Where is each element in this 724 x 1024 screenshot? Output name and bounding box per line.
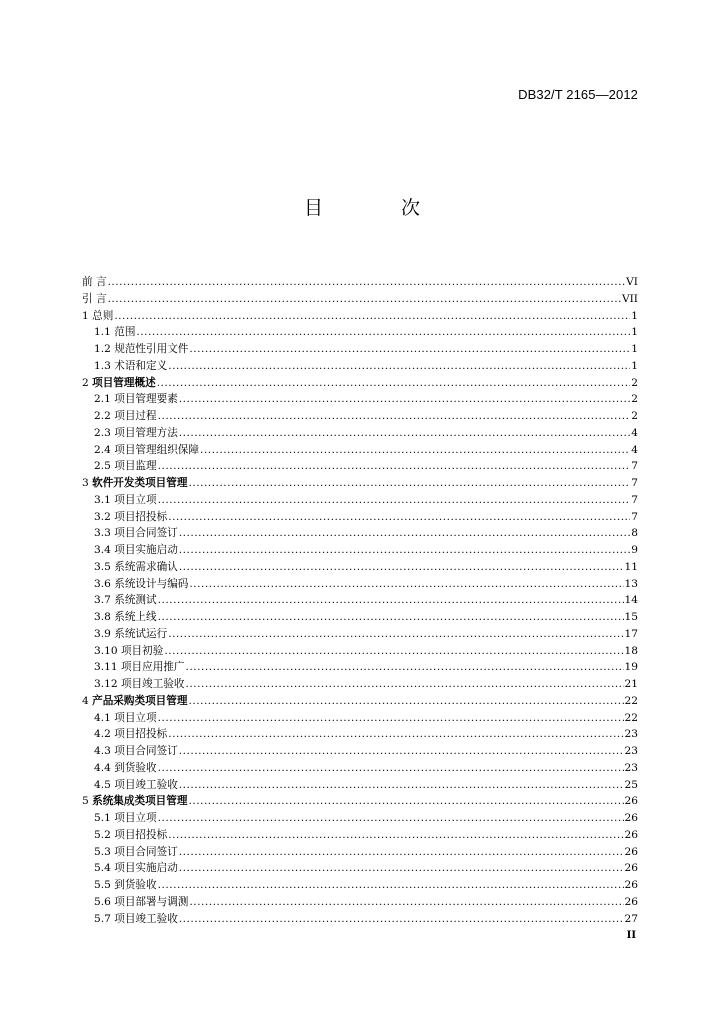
toc-entry-number: 4.4	[94, 761, 111, 774]
toc-entry-label: 项目过程	[114, 410, 157, 422]
toc-entry[interactable]	[82, 609, 638, 626]
toc-entry[interactable]	[82, 911, 638, 928]
toc-entry-label: 项目管理方法	[114, 426, 178, 439]
toc-leader-dots	[168, 726, 623, 743]
toc-entry-label: 规范性引用文件	[114, 343, 189, 355]
toc-entry-page: 14	[624, 594, 638, 607]
toc-entry-page: 19	[624, 661, 638, 674]
toc-entry-number: 3.4	[94, 544, 111, 556]
toc-leader-dots	[179, 391, 630, 408]
toc-entry-number: 4.5	[94, 778, 111, 791]
toc-entry-number: 2.5	[94, 460, 111, 473]
toc-entry-label: 项目部署与调测	[114, 895, 189, 908]
toc-entry[interactable]	[82, 291, 638, 308]
toc-entry[interactable]	[82, 827, 638, 844]
toc-leader-dots	[189, 894, 623, 911]
page-title: 目 次	[303, 197, 457, 219]
toc-entry-number: 5.1	[94, 812, 111, 824]
toc-entry-page: 23	[624, 728, 638, 741]
toc-leader-dots	[157, 375, 631, 392]
toc-entry-label: 项目合同签订	[114, 845, 178, 858]
toc-entry-page: 18	[624, 644, 638, 657]
toc-entry-number: 2.2	[94, 410, 111, 422]
toc-entry[interactable]	[82, 358, 638, 375]
toc-entry-page: 7	[631, 510, 638, 523]
toc-entry-number: 1.3	[94, 359, 111, 372]
toc-leader-dots	[179, 860, 624, 877]
toc-entry[interactable]	[82, 659, 638, 676]
toc-entry-label: 到货验收	[114, 761, 157, 774]
toc-entry-label: 项目立项	[114, 812, 157, 824]
toc-entry-page: 26	[624, 895, 638, 908]
toc-entry-label: 项目竣工验收	[120, 678, 185, 690]
toc-entry-label: 总则	[92, 309, 114, 322]
toc-entry-label: 项目立项	[114, 493, 157, 506]
toc-entry-number: 5.5	[94, 879, 111, 891]
toc-leader-dots	[188, 693, 623, 710]
toc-entry-page: 7	[631, 477, 638, 489]
toc-entry-label: 前 言	[82, 276, 107, 288]
toc-entry-page: 26	[624, 828, 638, 841]
toc-entry-label: 系统测试	[114, 594, 157, 607]
toc-entry-page: 9	[631, 544, 638, 556]
toc-entry[interactable]	[82, 559, 638, 576]
toc-entry[interactable]	[82, 442, 638, 459]
toc-entry-label: 项目管理概述	[92, 376, 156, 389]
toc-entry-page: 27	[624, 912, 638, 925]
toc-entry[interactable]	[82, 391, 638, 408]
toc-leader-dots	[179, 777, 624, 794]
toc-entry-label: 系统集成类项目管理	[92, 795, 188, 808]
toc-entry-page: 1	[631, 359, 638, 372]
toc-entry[interactable]	[82, 676, 638, 693]
toc-entry-page: 2	[631, 393, 638, 406]
toc-entry-label: 项目应用推广	[120, 661, 185, 674]
toc-entry-label: 项目招投标	[114, 510, 168, 523]
toc-leader-dots	[158, 609, 624, 626]
toc-entry[interactable]	[82, 860, 638, 877]
toc-leader-dots	[108, 291, 621, 308]
toc-entry-page: 1	[631, 326, 638, 339]
table-of-contents	[82, 274, 638, 927]
toc-leader-dots	[158, 877, 624, 894]
toc-entry-page: 23	[624, 745, 638, 757]
toc-entry-number: 4.1	[94, 711, 111, 724]
toc-entry-page: 23	[624, 761, 638, 774]
toc-entry-label: 项目招投标	[114, 728, 168, 741]
toc-entry[interactable]	[82, 542, 638, 559]
toc-entry-page: 1	[631, 343, 638, 355]
toc-leader-dots	[179, 743, 624, 760]
toc-leader-dots	[158, 710, 624, 727]
toc-entry-page: 8	[631, 527, 638, 540]
toc-entry-page: 26	[624, 795, 638, 808]
toc-entry-label: 项目实施启动	[114, 862, 178, 875]
toc-entry-number: 4	[82, 694, 89, 707]
toc-entry-number: 3.1	[94, 493, 111, 506]
toc-entry-label: 引 言	[82, 292, 107, 305]
toc-entry[interactable]	[82, 877, 638, 894]
toc-entry-label: 项目管理组织保障	[114, 443, 199, 456]
toc-entry-number: 3.9	[94, 627, 111, 640]
toc-entry-number: 1.1	[94, 326, 111, 339]
toc-entry-number: 1.2	[94, 343, 111, 355]
toc-entry-label: 产品采购类项目管理	[92, 694, 188, 707]
toc-entry-number: 3.3	[94, 527, 111, 540]
toc-leader-dots	[168, 509, 630, 526]
toc-entry-label: 项目监理	[114, 460, 157, 473]
toc-entry[interactable]	[82, 894, 638, 911]
toc-leader-dots	[189, 341, 630, 358]
toc-leader-dots	[168, 626, 623, 643]
toc-entry-number: 5	[82, 795, 89, 808]
toc-entry[interactable]	[82, 509, 638, 526]
toc-entry-number: 4.2	[94, 728, 111, 741]
toc-entry-label: 项目合同签订	[114, 527, 178, 540]
toc-entry-page: 15	[624, 611, 638, 623]
toc-entry-number: 3.2	[94, 510, 111, 523]
toc-entry-page: 7	[631, 493, 638, 506]
toc-entry[interactable]	[82, 726, 638, 743]
toc-entry-label: 项目合同签订	[114, 745, 178, 757]
toc-entry-page: VI	[626, 276, 638, 288]
toc-leader-dots	[179, 525, 630, 542]
toc-entry-page: 25	[624, 778, 638, 791]
toc-entry-number: 4.3	[94, 745, 111, 757]
toc-entry-number: 5.3	[94, 845, 111, 858]
toc-entry-page: 26	[624, 862, 638, 875]
toc-entry-label: 系统需求确认	[114, 560, 178, 573]
toc-entry-number: 2.3	[94, 426, 111, 439]
toc-entry-page: 17	[624, 627, 638, 640]
toc-entry-number: 2	[82, 376, 89, 389]
toc-entry[interactable]	[82, 274, 638, 291]
toc-leader-dots	[158, 760, 624, 777]
toc-entry-label: 范围	[114, 326, 136, 339]
toc-entry-number: 3.12	[94, 678, 118, 690]
toc-entry[interactable]	[82, 810, 638, 827]
toc-entry-label: 项目立项	[114, 711, 157, 724]
toc-entry-label: 系统试运行	[114, 627, 168, 640]
toc-entry-label: 系统上线	[114, 611, 157, 623]
toc-entry-label: 项目初验	[120, 644, 164, 657]
toc-leader-dots	[186, 659, 624, 676]
toc-leader-dots	[179, 844, 624, 861]
toc-entry-number: 5.7	[94, 912, 111, 925]
toc-entry[interactable]	[82, 324, 638, 341]
toc-entry[interactable]	[82, 626, 638, 643]
toc-leader-dots	[164, 643, 623, 660]
toc-leader-dots	[168, 358, 630, 375]
toc-entry-number: 5.4	[94, 862, 111, 875]
toc-entry[interactable]	[82, 693, 638, 710]
toc-entry-number: 3.8	[94, 611, 111, 623]
toc-entry[interactable]	[82, 777, 638, 794]
toc-leader-dots	[179, 542, 630, 559]
toc-entry-number: 2.4	[94, 443, 111, 456]
toc-leader-dots	[179, 911, 624, 928]
toc-entry-page: 4	[631, 443, 638, 456]
toc-entry-number: 5.2	[94, 828, 111, 841]
toc-entry-page: 2	[631, 410, 638, 422]
toc-leader-dots	[158, 458, 631, 475]
toc-entry[interactable]	[82, 375, 638, 392]
toc-entry-number: 3.6	[94, 577, 111, 590]
toc-entry-page: 7	[631, 460, 638, 473]
toc-leader-dots	[114, 308, 630, 325]
toc-leader-dots	[189, 576, 623, 593]
toc-entry-page: 26	[624, 845, 638, 858]
toc-entry-number: 3.5	[94, 560, 111, 573]
toc-entry[interactable]	[82, 643, 638, 660]
toc-entry[interactable]	[82, 760, 638, 777]
toc-entry-page: VII	[621, 292, 638, 305]
toc-leader-dots	[158, 592, 624, 609]
toc-entry-page: 11	[624, 560, 638, 573]
document-code: DB32/T 2165—2012	[518, 87, 638, 102]
toc-entry[interactable]	[82, 475, 638, 492]
toc-entry[interactable]	[82, 844, 638, 861]
toc-entry-number: 2.1	[94, 393, 111, 406]
toc-leader-dots	[158, 408, 631, 425]
toc-leader-dots	[168, 827, 623, 844]
toc-leader-dots	[188, 793, 623, 810]
toc-entry[interactable]	[82, 458, 638, 475]
toc-entry-page: 26	[624, 879, 638, 891]
toc-entry[interactable]	[82, 793, 638, 810]
toc-entry-label: 术语和定义	[114, 359, 168, 372]
toc-entry[interactable]	[82, 710, 638, 727]
toc-entry-page: 13	[624, 577, 638, 590]
toc-entry-label: 项目实施启动	[114, 544, 178, 556]
toc-leader-dots	[179, 559, 624, 576]
toc-leader-dots	[136, 324, 630, 341]
toc-entry-page: 4	[631, 426, 638, 439]
toc-leader-dots	[200, 442, 630, 459]
toc-entry[interactable]	[82, 492, 638, 509]
toc-leader-dots	[158, 810, 624, 827]
toc-entry-number: 1	[82, 309, 89, 322]
toc-entry-label: 项目竣工验收	[114, 778, 178, 791]
toc-entry[interactable]	[82, 308, 638, 325]
toc-entry-page: 2	[631, 376, 638, 389]
toc-entry-label: 到货验收	[114, 879, 157, 891]
toc-entry-label: 项目招投标	[114, 828, 168, 841]
toc-entry-page: 26	[624, 812, 638, 824]
page-number: II	[626, 930, 636, 941]
toc-leader-dots	[188, 475, 630, 492]
toc-entry-number: 3.7	[94, 594, 111, 607]
toc-entry[interactable]	[82, 576, 638, 593]
toc-entry[interactable]	[82, 743, 638, 760]
toc-leader-dots	[179, 425, 630, 442]
toc-entry-label: 系统设计与编码	[114, 577, 189, 590]
toc-entry-number: 5.6	[94, 895, 111, 908]
toc-leader-dots	[108, 274, 626, 291]
toc-entry-label: 软件开发类项目管理	[92, 477, 188, 489]
toc-entry[interactable]	[82, 592, 638, 609]
toc-leader-dots	[158, 492, 631, 509]
toc-entry[interactable]	[82, 408, 638, 425]
toc-entry-label: 项目管理要素	[114, 393, 178, 406]
toc-entry[interactable]	[82, 425, 638, 442]
toc-entry-number: 3.11	[94, 661, 118, 674]
toc-leader-dots	[186, 676, 624, 693]
toc-entry-page: 22	[624, 711, 638, 724]
toc-entry[interactable]	[82, 341, 638, 358]
toc-entry-page: 22	[624, 694, 638, 707]
toc-entry-page: 21	[624, 678, 638, 690]
toc-entry-number: 3.10	[94, 644, 118, 657]
toc-entry-number: 3	[82, 477, 89, 489]
toc-entry-label: 项目竣工验收	[114, 912, 178, 925]
toc-entry-page: 1	[631, 309, 638, 322]
toc-entry[interactable]	[82, 525, 638, 542]
